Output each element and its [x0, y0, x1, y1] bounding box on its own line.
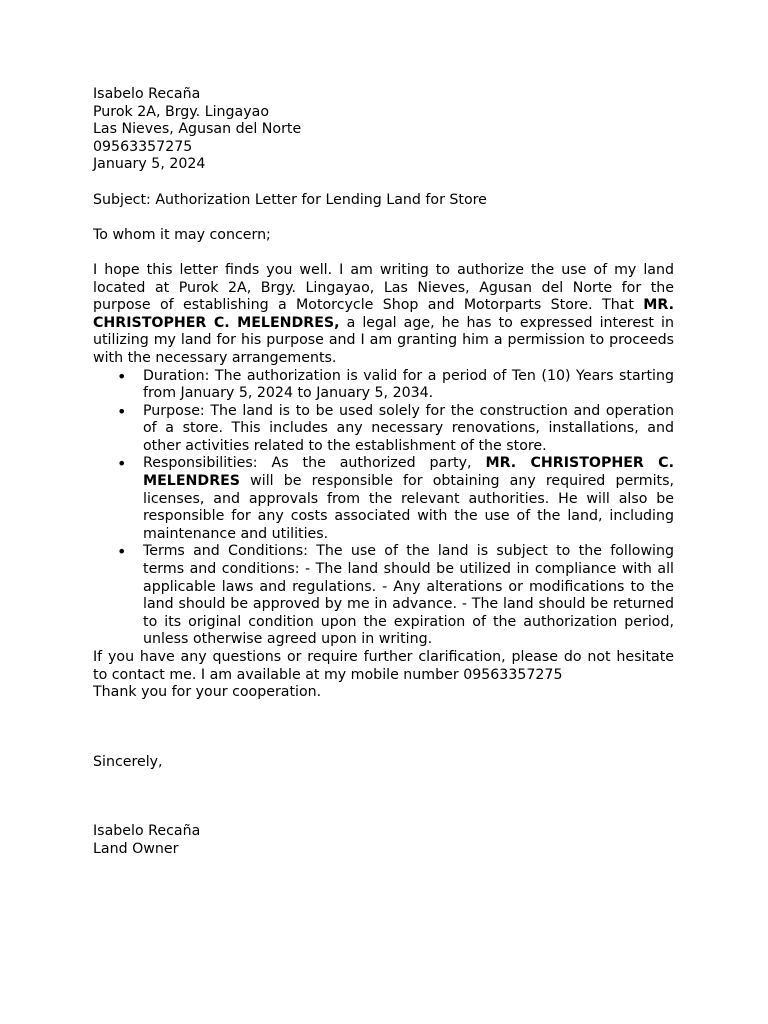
- signature-title: Land Owner: [93, 840, 179, 857]
- bullet-icon: •: [117, 542, 127, 562]
- bullet-icon: •: [117, 454, 127, 474]
- thanks-line: Thank you for your cooperation.: [93, 684, 322, 701]
- list-item-responsibilities: [93, 455, 674, 543]
- sender-name: Isabelo Recaña: [93, 86, 201, 102]
- bullet-icon: •: [117, 401, 127, 421]
- bullet-icon: •: [117, 366, 127, 386]
- sender-address-line2: Las Nieves, Agusan del Norte: [93, 121, 302, 138]
- responsibilities-text-pre: Responsibilities: As the authorized party,: [143, 455, 486, 472]
- letter-subject: Subject: Authorization Letter for Lending Land for Store: [93, 191, 487, 208]
- letter-page: [93, 86, 674, 859]
- intro-paragraph: [93, 262, 674, 368]
- purpose-text: Purpose: The land is to be used solely for the construction and operation of a store. This includes any necessary renovations, installations, and other activities related to the establishment of the store.: [143, 402, 674, 454]
- signature-name: Isabelo Recaña: [93, 823, 201, 840]
- list-item-duration: [93, 368, 674, 403]
- terms-text: Terms and Conditions: The use of the land is subject to the following terms and conditions: - The land should be utilized in compliance with all applicable laws and regulations. - Any alterations or modifications to the land should be approved by me in advance. - The land should be returned to its original condition upon the expiration of the authorization period, unless otherwise agreed upon in writing.: [143, 543, 674, 648]
- sender-phone: 09563357275: [93, 138, 193, 155]
- responsibilities-bold-name: MR. CHRISTOPHER C. MELENDRES: [143, 455, 674, 490]
- salutation: To whom it may concern;: [93, 226, 271, 243]
- responsibilities-text-post: will be responsible for obtaining any required permits, licenses, and approvals from the relevant authorities. He will also be responsible for any costs associated with the use of the land, including maintenance and utilities.: [143, 473, 674, 542]
- intro-text-part1: I hope this letter finds you well. I am writing to authorize the use of my land located at Purok 2A, Brgy. Lingayao, Las Nieves, Agusan del Norte for the purpose of establishing a Motorcycle Shop and Motorparts Store. That: [93, 261, 674, 314]
- valediction: Sincerely,: [93, 753, 163, 770]
- closing-paragraph: If you have any questions or require further clarification, please do not hesitate to contact me. I am available at my mobile number 09563357275: [93, 649, 674, 683]
- letter-date: January 5, 2024: [93, 156, 206, 173]
- intro-text-part2: a legal age, he has to expressed interest in utilizing my land for his purpose and I am granting him a permission to proceeds with the necessary arrangements.: [93, 314, 674, 366]
- sender-address-line1: Purok 2A, Brgy. Lingayao: [93, 103, 269, 120]
- terms-list: [93, 368, 674, 650]
- list-item-purpose: [93, 403, 674, 456]
- duration-text: Duration: The authorization is valid for a period of Ten (10) Years starting from January 5, 2024 to January 5, 2034.: [143, 367, 674, 402]
- list-item-terms: [93, 543, 674, 649]
- intro-bold-name: MR. CHRISTOPHER C. MELENDRES,: [93, 297, 674, 331]
